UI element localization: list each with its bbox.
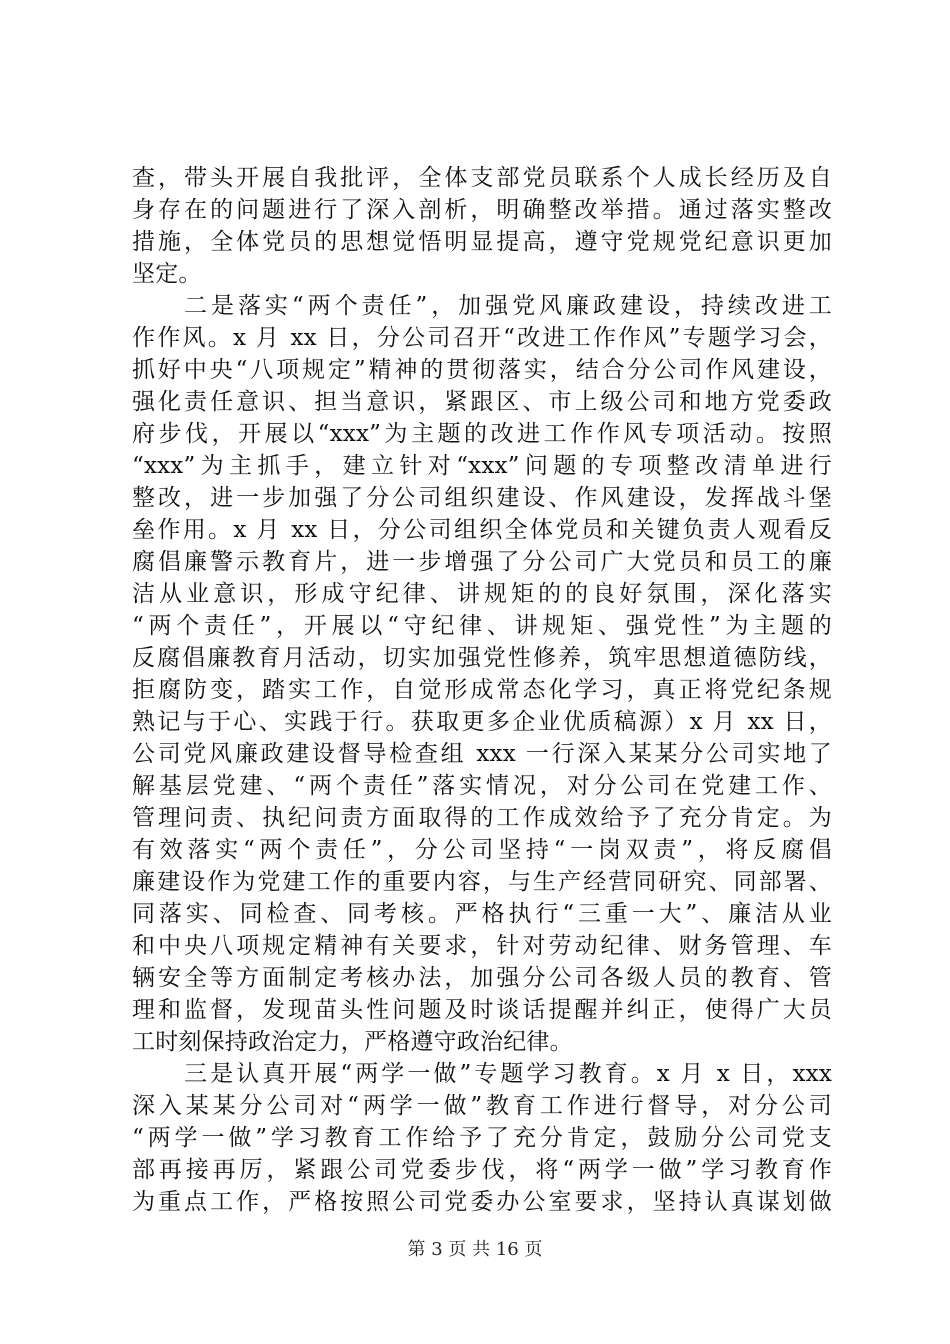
text-line: 廉建设作为党建工作的重要内容，与生产经营同研究、同部署、: [132, 869, 832, 895]
text-line: 府步伐，开展以“xxx”为主题的改进工作作风专项活动。按照: [132, 421, 832, 447]
text-line: 为重点工作，严格按照公司党委办公室要求，坚持认真谋划做: [132, 1189, 832, 1215]
text-line: 解基层党建、“两个责任”落实情况，对分公司在党建工作、: [132, 773, 832, 799]
text-line: 公司党风廉政建设督导检查组 xxx 一行深入某某分公司实地了: [132, 741, 832, 767]
text-line: 工时刻保持政治定力，严格遵守政治纪律。: [132, 1029, 573, 1055]
text-line: 三是认真开展“两学一做”专题学习教育。x 月 x 日，xxx: [184, 1061, 832, 1087]
text-line: 查，带头开展自我批评，全体支部党员联系个人成长经历及自: [132, 165, 832, 191]
text-line: 和中央八项规定精神有关要求，针对劳动纪律、财务管理、车: [132, 933, 832, 959]
text-line: 整改，进一步加强了分公司组织建设、作风建设，发挥战斗堡: [132, 485, 832, 511]
text-line: “两个责任”，开展以“守纪律、讲规矩、强党性”为主题的: [132, 613, 832, 639]
text-line: 垒作用。x 月 xx 日，分公司组织全体党员和关键负责人观看反: [132, 517, 832, 543]
text-line: 抓好中央“八项规定”精神的贯彻落实，结合分公司作风建设，: [132, 357, 832, 383]
text-line: 二是落实“两个责任”，加强党风廉政建设，持续改进工: [184, 293, 832, 319]
text-line: 作作风。x 月 xx 日，分公司召开“改进工作作风”专题学习会，: [132, 325, 832, 351]
text-line: 反腐倡廉教育月活动，切实加强党性修养，筑牢思想道德防线，: [132, 645, 832, 671]
text-line: 坚定。: [132, 261, 202, 287]
text-line: 熟记与于心、实践于行。获取更多企业优质稿源）x 月 xx 日，: [132, 709, 832, 735]
text-line: 辆安全等方面制定考核办法，加强分公司各级人员的教育、管: [132, 965, 832, 991]
text-line: 腐倡廉警示教育片，进一步增强了分公司广大党员和员工的廉: [132, 549, 832, 575]
text-line: 部再接再厉，紧跟公司党委步伐，将“两学一做”学习教育作: [132, 1157, 832, 1183]
text-line: “两学一做”学习教育工作给予了充分肯定，鼓励分公司党支: [132, 1125, 832, 1151]
text-line: 措施，全体党员的思想觉悟明显提高，遵守党规党纪意识更加: [132, 229, 832, 255]
text-line: 管理问责、执纪问责方面取得的工作成效给予了充分肯定。为: [132, 805, 832, 831]
body-text: [132, 162, 832, 1218]
text-line: “xxx”为主抓手，建立针对“xxx”问题的专项整改清单进行: [132, 453, 832, 479]
text-line: 有效落实“两个责任”，分公司坚持“一岗双责”，将反腐倡: [132, 837, 832, 863]
text-line: 同落实、同检查、同考核。严格执行“三重一大”、廉洁从业: [132, 901, 832, 927]
text-line: 强化责任意识、担当意识，紧跟区、市上级公司和地方党委政: [132, 389, 832, 415]
text-line: 洁从业意识，形成守纪律、讲规矩的的良好氛围，深化落实: [132, 581, 832, 607]
text-line: 身存在的问题进行了深入剖析，明确整改举措。通过落实整改: [132, 197, 832, 223]
page-number-footer: 第 3 页 共 16 页: [407, 1239, 543, 1260]
text-line: 拒腐防变，踏实工作，自觉形成常态化学习，真正将党纪条规: [132, 677, 832, 703]
text-line: 深入某某分公司对“两学一做”教育工作进行督导，对分公司: [132, 1093, 832, 1119]
text-line: 理和监督，发现苗头性问题及时谈话提醒并纠正，使得广大员: [132, 997, 832, 1023]
